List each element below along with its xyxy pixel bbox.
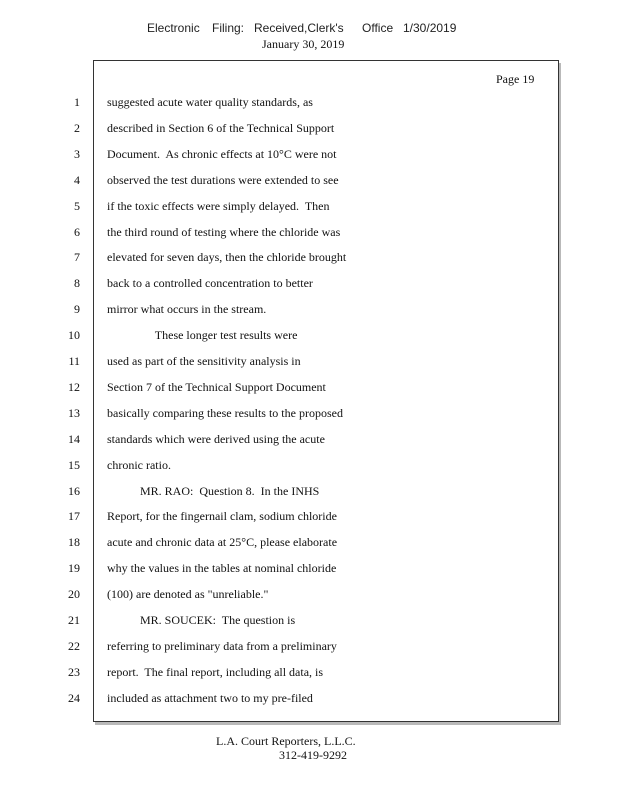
line-number: 21: [68, 613, 80, 627]
line-text: Section 7 of the Technical Support Document: [107, 380, 326, 394]
line-text: acute and chronic data at 25°C, please elaborate: [107, 535, 338, 549]
stamp-received: Received,Clerk's: [254, 21, 344, 35]
line-number: 11: [68, 354, 80, 368]
footer-company: L.A. Court Reporters, L.L.C.: [216, 734, 356, 748]
line-number: 5: [74, 199, 80, 213]
line-number: 24: [68, 691, 80, 705]
line-text: These longer test results were: [107, 328, 298, 342]
footer-phone: 312-419-9292: [279, 748, 347, 762]
line-number: 1: [74, 95, 80, 109]
line-text: the third round of testing where the chloride was: [107, 225, 341, 239]
line-text: Report, for the fingernail clam, sodium chloride: [107, 509, 337, 523]
line-text: MR. RAO: Question 8. In the INHS: [107, 484, 320, 498]
line-text: report. The final report, including all data, is: [107, 665, 324, 679]
line-text: used as part of the sensitivity analysis in: [107, 354, 301, 368]
line-number: 13: [68, 406, 80, 420]
line-text: suggested acute water quality standards, as: [107, 95, 313, 109]
line-number: 7: [74, 250, 80, 264]
line-text: basically comparing these results to the proposed: [107, 406, 343, 420]
line-text: standards which were derived using the acute: [107, 432, 325, 446]
line-text: mirror what occurs in the stream.: [107, 302, 267, 316]
line-number: 23: [68, 665, 80, 679]
stamp-office: Office: [362, 21, 394, 35]
line-number: 2: [74, 121, 80, 135]
line-number: 8: [74, 276, 80, 290]
line-text: MR. SOUCEK: The question is: [107, 613, 296, 627]
line-text: back to a controlled concentration to better: [107, 276, 313, 290]
line-text: observed the test durations were extended to see: [107, 173, 339, 187]
line-number: 15: [68, 458, 80, 472]
line-number: 6: [74, 225, 80, 239]
line-text: elevated for seven days, then the chloride brought: [107, 250, 347, 264]
line-number: 14: [68, 432, 80, 446]
line-number: 10: [68, 328, 80, 342]
line-text: chronic ratio.: [107, 458, 171, 472]
line-text: why the values in the tables at nominal chloride: [107, 561, 337, 575]
stamp-filing: Filing:: [212, 21, 245, 35]
line-text: if the toxic effects were simply delayed. Then: [107, 199, 330, 213]
stamp-date: 1/30/2019: [403, 21, 457, 35]
line-number: 19: [68, 561, 80, 575]
line-text: referring to preliminary data from a preliminary: [107, 639, 337, 653]
line-number: 3: [74, 147, 80, 161]
stamp-electronic: Electronic: [147, 21, 200, 35]
line-number: 9: [74, 302, 80, 316]
line-number: 20: [68, 587, 80, 601]
line-number: 16: [68, 484, 80, 498]
filing-stamp: [0, 21, 618, 37]
line-text: described in Section 6 of the Technical Support: [107, 121, 335, 135]
line-text: included as attachment two to my pre-filed: [107, 691, 313, 705]
line-number: 12: [68, 380, 80, 394]
line-number: 4: [74, 173, 80, 187]
page-number: Page 19: [496, 72, 535, 86]
line-number: 18: [68, 535, 80, 549]
line-text: Document. As chronic effects at 10°C were not: [107, 147, 337, 161]
line-number: 22: [68, 639, 80, 653]
line-number: 17: [68, 509, 80, 523]
line-text: (100) are denoted as "unreliable.": [107, 587, 269, 601]
header-date: January 30, 2019: [262, 37, 345, 51]
